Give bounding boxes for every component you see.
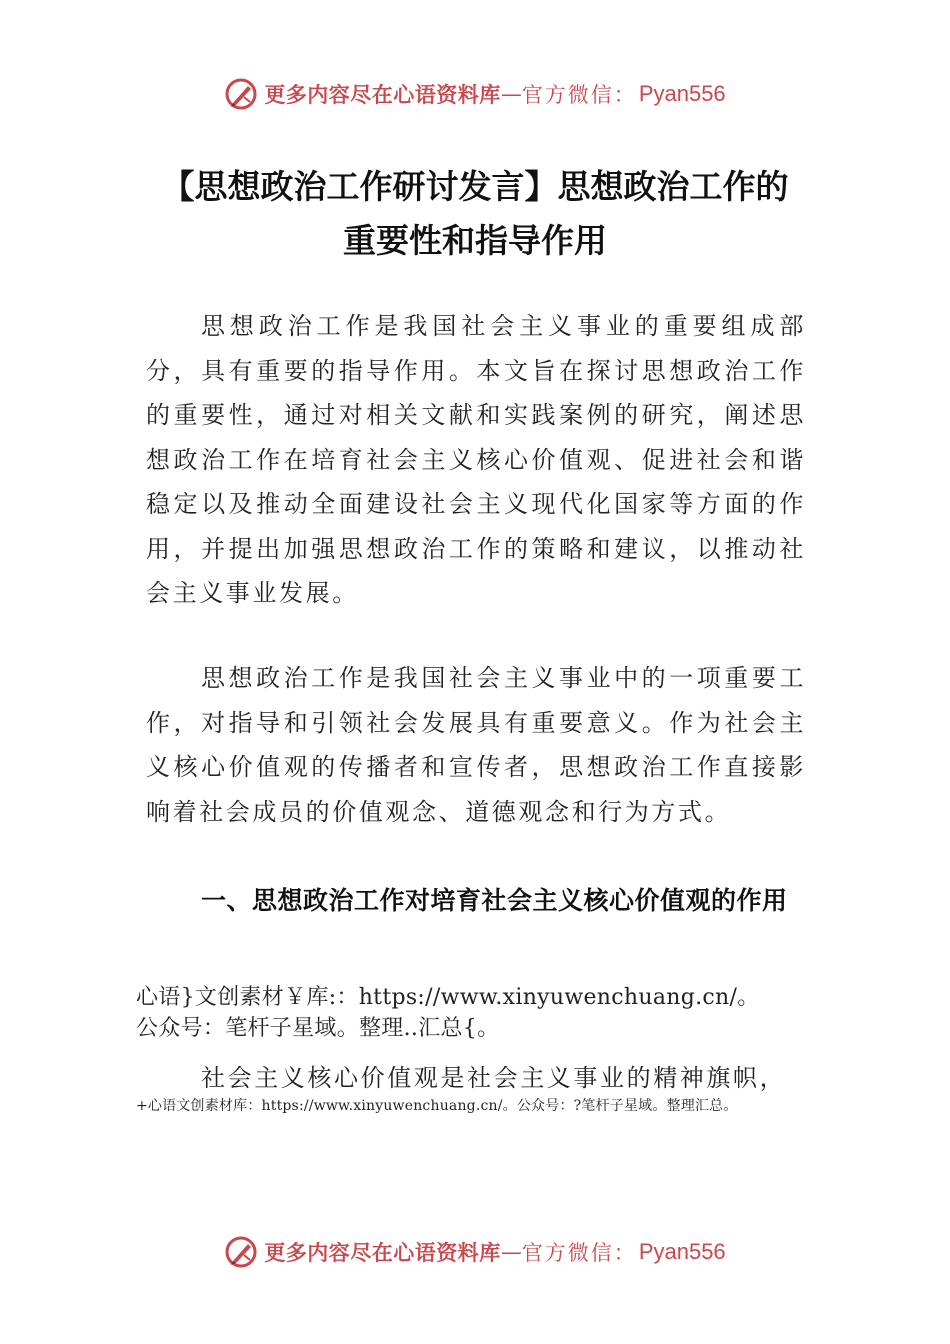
footer-separator: — <box>500 1240 522 1264</box>
paragraph-core-values: 社会主义核心价值观是社会主义事业的精神旗帜， <box>201 1064 787 1092</box>
pen-logo-icon <box>224 1235 258 1269</box>
paragraph-intro: 思想政治工作是我国社会主义事业中的一项重要工作，对指导和引领社会发展具有重要意义。作为社会主义核心价值观的传播者和宣传者，思想政治工作直接影响着社会成员的价值观念、道德观念和行为方式。 <box>146 664 806 826</box>
banner-wechat-id: Pyan556 <box>638 81 726 106</box>
banner-separator: — <box>500 82 522 106</box>
footer-banner <box>0 1232 950 1272</box>
paragraph-abstract: 思想政治工作是我国社会主义事业的重要组成部分，具有重要的指导作用。本文旨在探讨思想政治工作的重要性，通过对相关文献和实践案例的研究，阐述思想政治工作在培育社会主义核心价值观、促进社会和谐稳定以及推动全面建设社会主义现代化国家等方面的作用，并提出加强思想政治工作的策略和建议，以推动社会主义事业发展。 <box>146 312 806 607</box>
title-line-2: 重要性和指导作用 <box>343 221 607 260</box>
section-heading-1: 一、思想政治工作对培育社会主义核心价值观的作用 <box>201 886 788 915</box>
source-footnote: +心语文创素材库：https://www.xinyuwenchuang.cn/。公众号：?笔杆子星域。整理汇总。 <box>136 1098 738 1114</box>
watermark-line-2: 公众号：笔杆子星域。整理..汇总{。 <box>136 1016 500 1041</box>
watermark-line-1: 心语}文创素材￥库:：https://www.xinyuwenchuang.cn/。 <box>136 985 760 1010</box>
footer-wechat-label: 官方微信： <box>521 1241 637 1265</box>
banner-promo-text: 更多内容尽在心语资料库 <box>264 82 501 107</box>
footer-wechat-id: Pyan556 <box>638 1239 726 1264</box>
document-title <box>0 160 950 268</box>
banner-wechat-label: 官方微信： <box>521 83 637 107</box>
header-banner <box>0 74 950 114</box>
title-line-1: 【思想政治工作研讨发言】思想政治工作的 <box>161 167 789 206</box>
pen-logo-icon <box>224 77 258 111</box>
footer-promo-text: 更多内容尽在心语资料库 <box>264 1240 501 1265</box>
